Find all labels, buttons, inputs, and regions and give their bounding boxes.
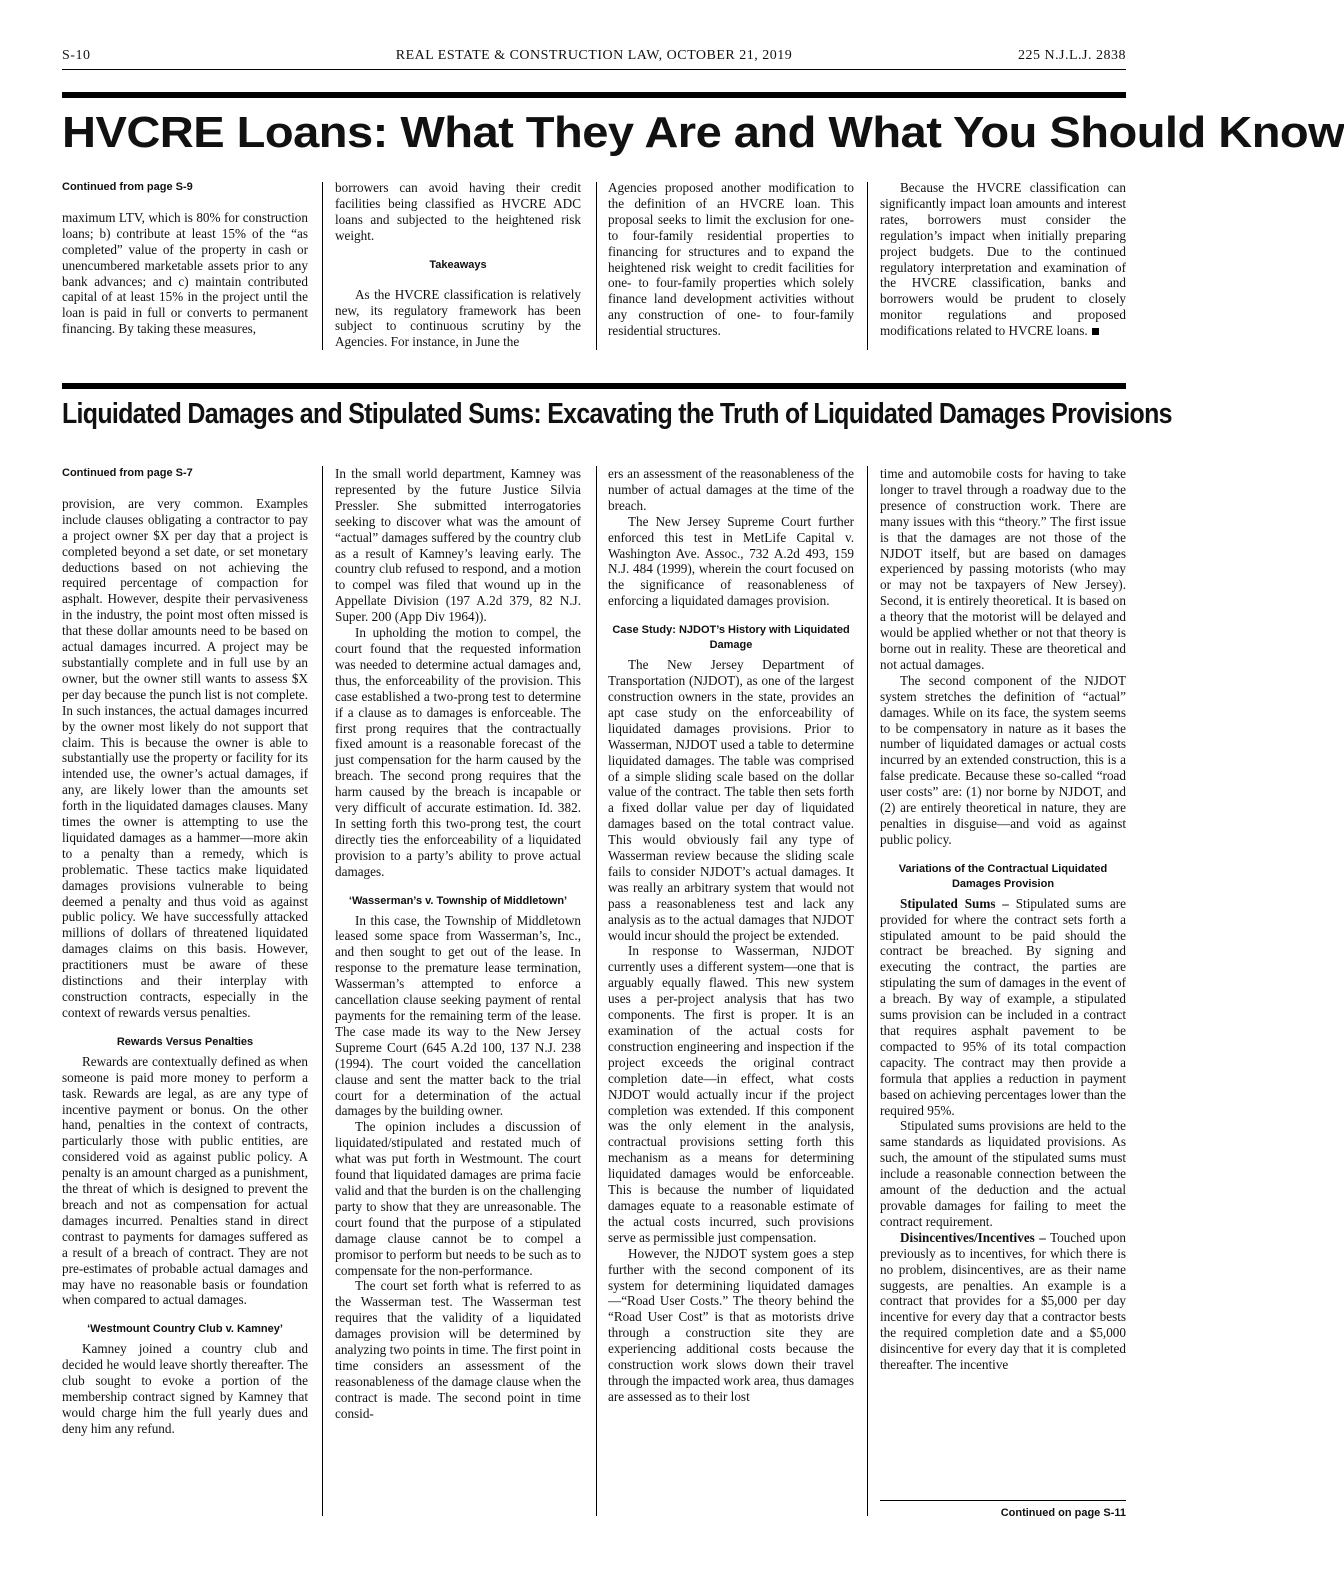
article1-top-rule (62, 92, 1126, 98)
article2-paragraph: The New Jersey Supreme Court further enforced this test in MetLife Capital v. Washington Ave. Assoc., 732 A.2d 493, 159 N.J. 484 (1999), wherein the court focused on the significance of reasonableness of enforcing a liquidated damages provision. (608, 513, 854, 609)
article2-paragraph: In upholding the motion to compel, the court found that the requested information was needed to determine actual damages and, thus, the enforceability of the provision. This case established a two-prong test to determine if a clause as to damages is enforceable. The first prong requires that the contractually fixed amount is a reasonable forecast of the just compensation for the harm caused by the breach. The second prong requires that the harm caused by the breach is incapable or very difficult of accurate estimation. Id. 382. In setting forth this two-prong test, the court directly ties the enforceability of a liquidated provision to a party’s ability to prove actual damages. (335, 625, 581, 879)
disincentives-text: Touched upon previously as to incentives, for which there is no problem, disincentives, are as their name suggests, are penalties. An example is a contract that provides for a $5,000 per day incentive for every day that a contractor bests the required completion date and a $5,000 disincentive for every day that it is completed thereafter. The incentive (880, 1229, 1127, 1373)
article2-paragraph: time and automobile costs for having to take longer to travel through a roadway due to the presence of construction work. There are many issues with this “theory.” The first issue is that the damages are not those of the NJDOT itself, but are based on damages experienced by passing motorists (who may or may not be taxpayers of New Jersey). Second, it is entirely theoretical. It is based on a theory that the motorist will be delayed and would be applied whether or not that theory is borne out in reality. These are theoretical and not actual damages. (880, 466, 1126, 672)
article2-column-1 (62, 466, 308, 1437)
article2-paragraph: provision, are very common. Examples include clauses obligating a contractor to pay a project owner $X per day that a project is completed beyond a set date, or set monetary deductions based on not achieving the required percentage of compaction for asphalt. However, despite their pervasiveness in the industry, the point most often missed is that these dollar amounts need to be based on actual damages incurred. A project may be substantially complete and in full use by an owner, but the owner still wants to assess $X per day because the punch list is not complete. In such instances, the actual damages incurred by the owner most likely do not support that claim. This is because the owner is able to substantially use the property or facility for its intended use, the owner’s actual damages, if any, are likely lower than the amounts set forth in the liquidated damages clauses. Many times the owner is attempting to use the liquidated damages as a hammer—more akin to a penalty than a remedy, which is problematic. These tactics make liquidated damages provisions vulnerable to being deemed a penalty and thus void as against public policy. We have successfully attacked millions of dollars of threatened liquidated damages claims on this basis. However, practitioners must be aware of these distinctions and their interplay with construction contracts, especially in the context of rewards versus penalties. (62, 495, 308, 1020)
article2-column-4 (880, 466, 1126, 1373)
page-number: S-10 (62, 48, 91, 63)
disincentives-lead: Disincentives/Incentives – (900, 1229, 1046, 1245)
article2-paragraph: The second component of the NJDOT system stretches the definition of “actual” damages. While on its face, the system seems to be compensatory in nature as it bases the number of liquidated damages or actual costs incurred by an extended construction, this is a false predicate. Because these so-called “road user costs” are: (1) nor borne by NJDOT, and (2) are entirely theoretical in nature, they are penalties in disguise—and void as against public policy. (880, 672, 1126, 847)
article2-paragraph: In response to Wasserman, NJDOT currently uses a different system—one that is arguably equally flawed. This new system uses a per-project analysis that has two components. The first is proper. It is an examination of the actual costs for construction engineering and inspection if the project exceeds the original contract completion date—in effect, what costs NJDOT would actually incur if the project completion was extended. If this component was the only element in the analysis, contractual provisions setting forth this mechanism as a means for determining liquidated damages would be enforceable. This is because the number of liquidated damages equate to a reasonable estimate of the actual costs incurred, such provisions serve as permissible just compensation. (608, 943, 854, 1245)
running-header (62, 48, 1126, 68)
end-mark-icon (1092, 328, 1099, 335)
article1-continued-from: Continued from page S-9 (62, 181, 193, 193)
stipulated-sums-text: Stipulated sums are provided for where the contract sets forth a stipulated amount to be paid should the contract be breached. By signing and executing the contract, the parties are stipulating the sum of damages in the event of a breach. By way of example, a stipulated sums provision can be included in a contract that requires asphalt pavement to be compacted to 95% of its total compaction capacity. The contract may then provide a formula that applies a reduction in payment based on achieving percentages lower than the required 95%. (880, 895, 1127, 1118)
article2-paragraph: In the small world department, Kamney was represented by the future Justice Silvia Pressler. She submitted interrogatories seeking to discover what was the amount of “actual” damages suffered by the country club as a result of Kamney’s leaving early. The country club refused to respond, and a motion to compel was filed that wound up in the Appellate Division (197 A.2d 379, 82 N.J. Super. 200 (App Div 1964)). (335, 466, 581, 625)
westmount-subhead: ‘Westmount Country Club v. Kamney’ (87, 1323, 283, 1336)
article2-continued-from: Continued from page S-7 (62, 467, 193, 479)
article2-top-rule (62, 383, 1126, 389)
rewards-subhead: Rewards Versus Penalties (116, 1035, 254, 1048)
article1-column-2 (335, 180, 581, 350)
citation: 225 N.J.L.J. 2838 (1017, 48, 1126, 63)
article1-paragraph (880, 180, 1126, 339)
stipulated-sums-lead: Stipulated Sums – (900, 895, 1009, 911)
article1-paragraph: Agencies proposed another modification to the definition of an HVCRE loan. This proposal seeks to limit the exclusion for one- to four-family residential properties to financing for structures and to expand the heightened risk weight to credit facilities for one- to four-family properties which solely finance land development activities without any construction of one- to four-family residential structures. (608, 180, 854, 339)
column-divider (322, 182, 323, 350)
article2-paragraph (880, 896, 1126, 1119)
takeaways-subhead: Takeaways (429, 258, 487, 271)
article2-paragraph: ers an assessment of the reasonableness of the number of actual damages at the time of the breach. (608, 466, 854, 513)
article1-headline: HVCRE Loans: What They Are and What You Should Know (62, 108, 1344, 157)
wasserman-subhead: ‘Wasserman’s v. Township of Middletown’ (348, 894, 568, 907)
article1-paragraph: maximum LTV, which is 80% for construction loans; b) contribute at least 15% of the “as completed” value of the property in cash or unencumbered marketable assets prior to any bank advances; and c) maintain contributed capital of at least 15% in the project until the loan is paid in full or converts to permanent financing. By taking these measures, (62, 209, 308, 337)
njdot-subhead: Case Study: NJDOT’s History with Liquidated Damage (612, 624, 850, 652)
article1-paragraph: As the HVCRE classification is relatively new, its regulatory framework has been subject to continuous scrutiny by the Agencies. For instance, in June the (335, 286, 581, 350)
article2-headline: Liquidated Damages and Stipulated Sums: Excavating the Truth of Liquidated Damages Provisions (62, 398, 1172, 430)
article2-paragraph: The opinion includes a discussion of liquidated/stipulated and restated much of what was put forth in Westmount. The court found that liquidated damages are prima facie valid and that the burden is on the challenging party to show that they are unreasonable. The court found that the purpose of a stipulated damage clause cannot be to compel a promisor to perform but needs to be such as to compensate for the non-performance. (335, 1119, 581, 1278)
column-divider (867, 466, 868, 1516)
article2-paragraph: In this case, the Township of Middletown leased some space from Wasserman’s, Inc., and then sought to get out of the lease. In response to the premature lease termination, Wasserman’s attempted to enforce a cancellation clause seeking payment of rental payments for the remaining term of the lease. The case made its way to the New Jersey Supreme Court (645 A.2d 100, 137 N.J. 238 (1994). The court voided the cancellation clause and sent the matter back to the trial court for a determination of the actual damages by the building owner. (335, 912, 581, 1119)
article2-continued-on: Continued on page S-11 (880, 1500, 1126, 1519)
article2-paragraph (880, 1230, 1126, 1373)
publication-line: REAL ESTATE & CONSTRUCTION LAW, OCTOBER 21, 2019 (395, 48, 793, 63)
article1-final-text: Because the HVCRE classification can significantly impact loan amounts and interest rates, borrowers must consider the regulation’s impact when initially preparing project budgets. Due to the continued regulatory interpretation and examination of the HVCRE classification, banks and borrowers would be prudent to closely monitor regulations and proposed modifications related to HVCRE loans. (880, 180, 1126, 339)
column-divider (322, 466, 323, 1516)
article1-column-1 (62, 180, 308, 337)
article2-paragraph: The court set forth what is referred to as the Wasserman test. The Wasserman test requires that the validity of a liquidated damages provision will be determined by analyzing two points in time. The first point in time considers an assessment of the reasonableness of the damage clause when the contract is made. The second point in time consid- (335, 1278, 581, 1421)
header-rule (62, 69, 1126, 70)
article2-column-2 (335, 466, 581, 1422)
article2-paragraph: However, the NJDOT system goes a step further with the second component of its system for determining liquidated damages—“Road User Costs.” The theory behind the “Road User Cost” is that as motorists drive through a construction site they are experiencing additional costs because the construction work slows down their travel through the impacted work area, thus damages are assessed as to their lost (608, 1245, 854, 1404)
article2-paragraph: Rewards are contextually defined as when someone is paid more money to perform a task. Rewards are legal, as are any type of incentive payment or bonus. On the other hand, penalties in the context of contracts, particularly those with public entities, are considered void as against public policy. A penalty is an amount charged as a punishment, the threat of which is designed to prevent the breach and not as compensation for actual damages incurred. Penalties stand in direct contrast to payments for damages suffered as a result of a breach of contract. They are not pre-estimates of probable actual damages and may have no reasonable basis or foundation when compared to actual damages. (62, 1053, 308, 1308)
article2-paragraph: Stipulated sums provisions are held to the same standards as liquidated provisions. As such, the amount of the stipulated sums must include a reasonable connection between the amount of the deduction and the actual provable damages for failing to meet the contract requirement. (880, 1118, 1126, 1229)
article1-column-4 (880, 180, 1126, 339)
column-divider (596, 182, 597, 350)
column-divider (596, 466, 597, 1516)
column-divider (867, 182, 868, 350)
article2-paragraph: Kamney joined a country club and decided he would leave shortly thereafter. The club sought to evoke a portion of the membership contract signed by Kamney that would charge him the full yearly dues and deny him any refund. (62, 1341, 308, 1436)
article1-paragraph: borrowers can avoid having their credit facilities being classified as HVCRE ADC loans and subjected to the heightened risk weight. (335, 180, 581, 243)
article2-paragraph: The New Jersey Department of Transportation (NJDOT), as one of the largest construction owners in the state, provides an apt case study on the enforceability of liquidated damages provisions. Prior to Wasserman, NJDOT used a table to determine liquidated damages. The table was comprised of a simple sliding scale based on the dollar value of the contract. The table then sets forth a fixed dollar value per day of liquidated damages based on the total contract value. This would obviously fail any type of Wasserman review because the sliding scale fails to consider NJDOT’s actual damages. It was really an arbitrary system that would not pass a reasonableness test and lack any analysis as to the actual damages that NJDOT would incur should the project be extended. (608, 657, 854, 943)
article2-column-3 (608, 466, 854, 1405)
variations-subhead: Variations of the Contractual Liquidated Damages Provision (898, 862, 1108, 890)
article1-column-3 (608, 180, 854, 339)
